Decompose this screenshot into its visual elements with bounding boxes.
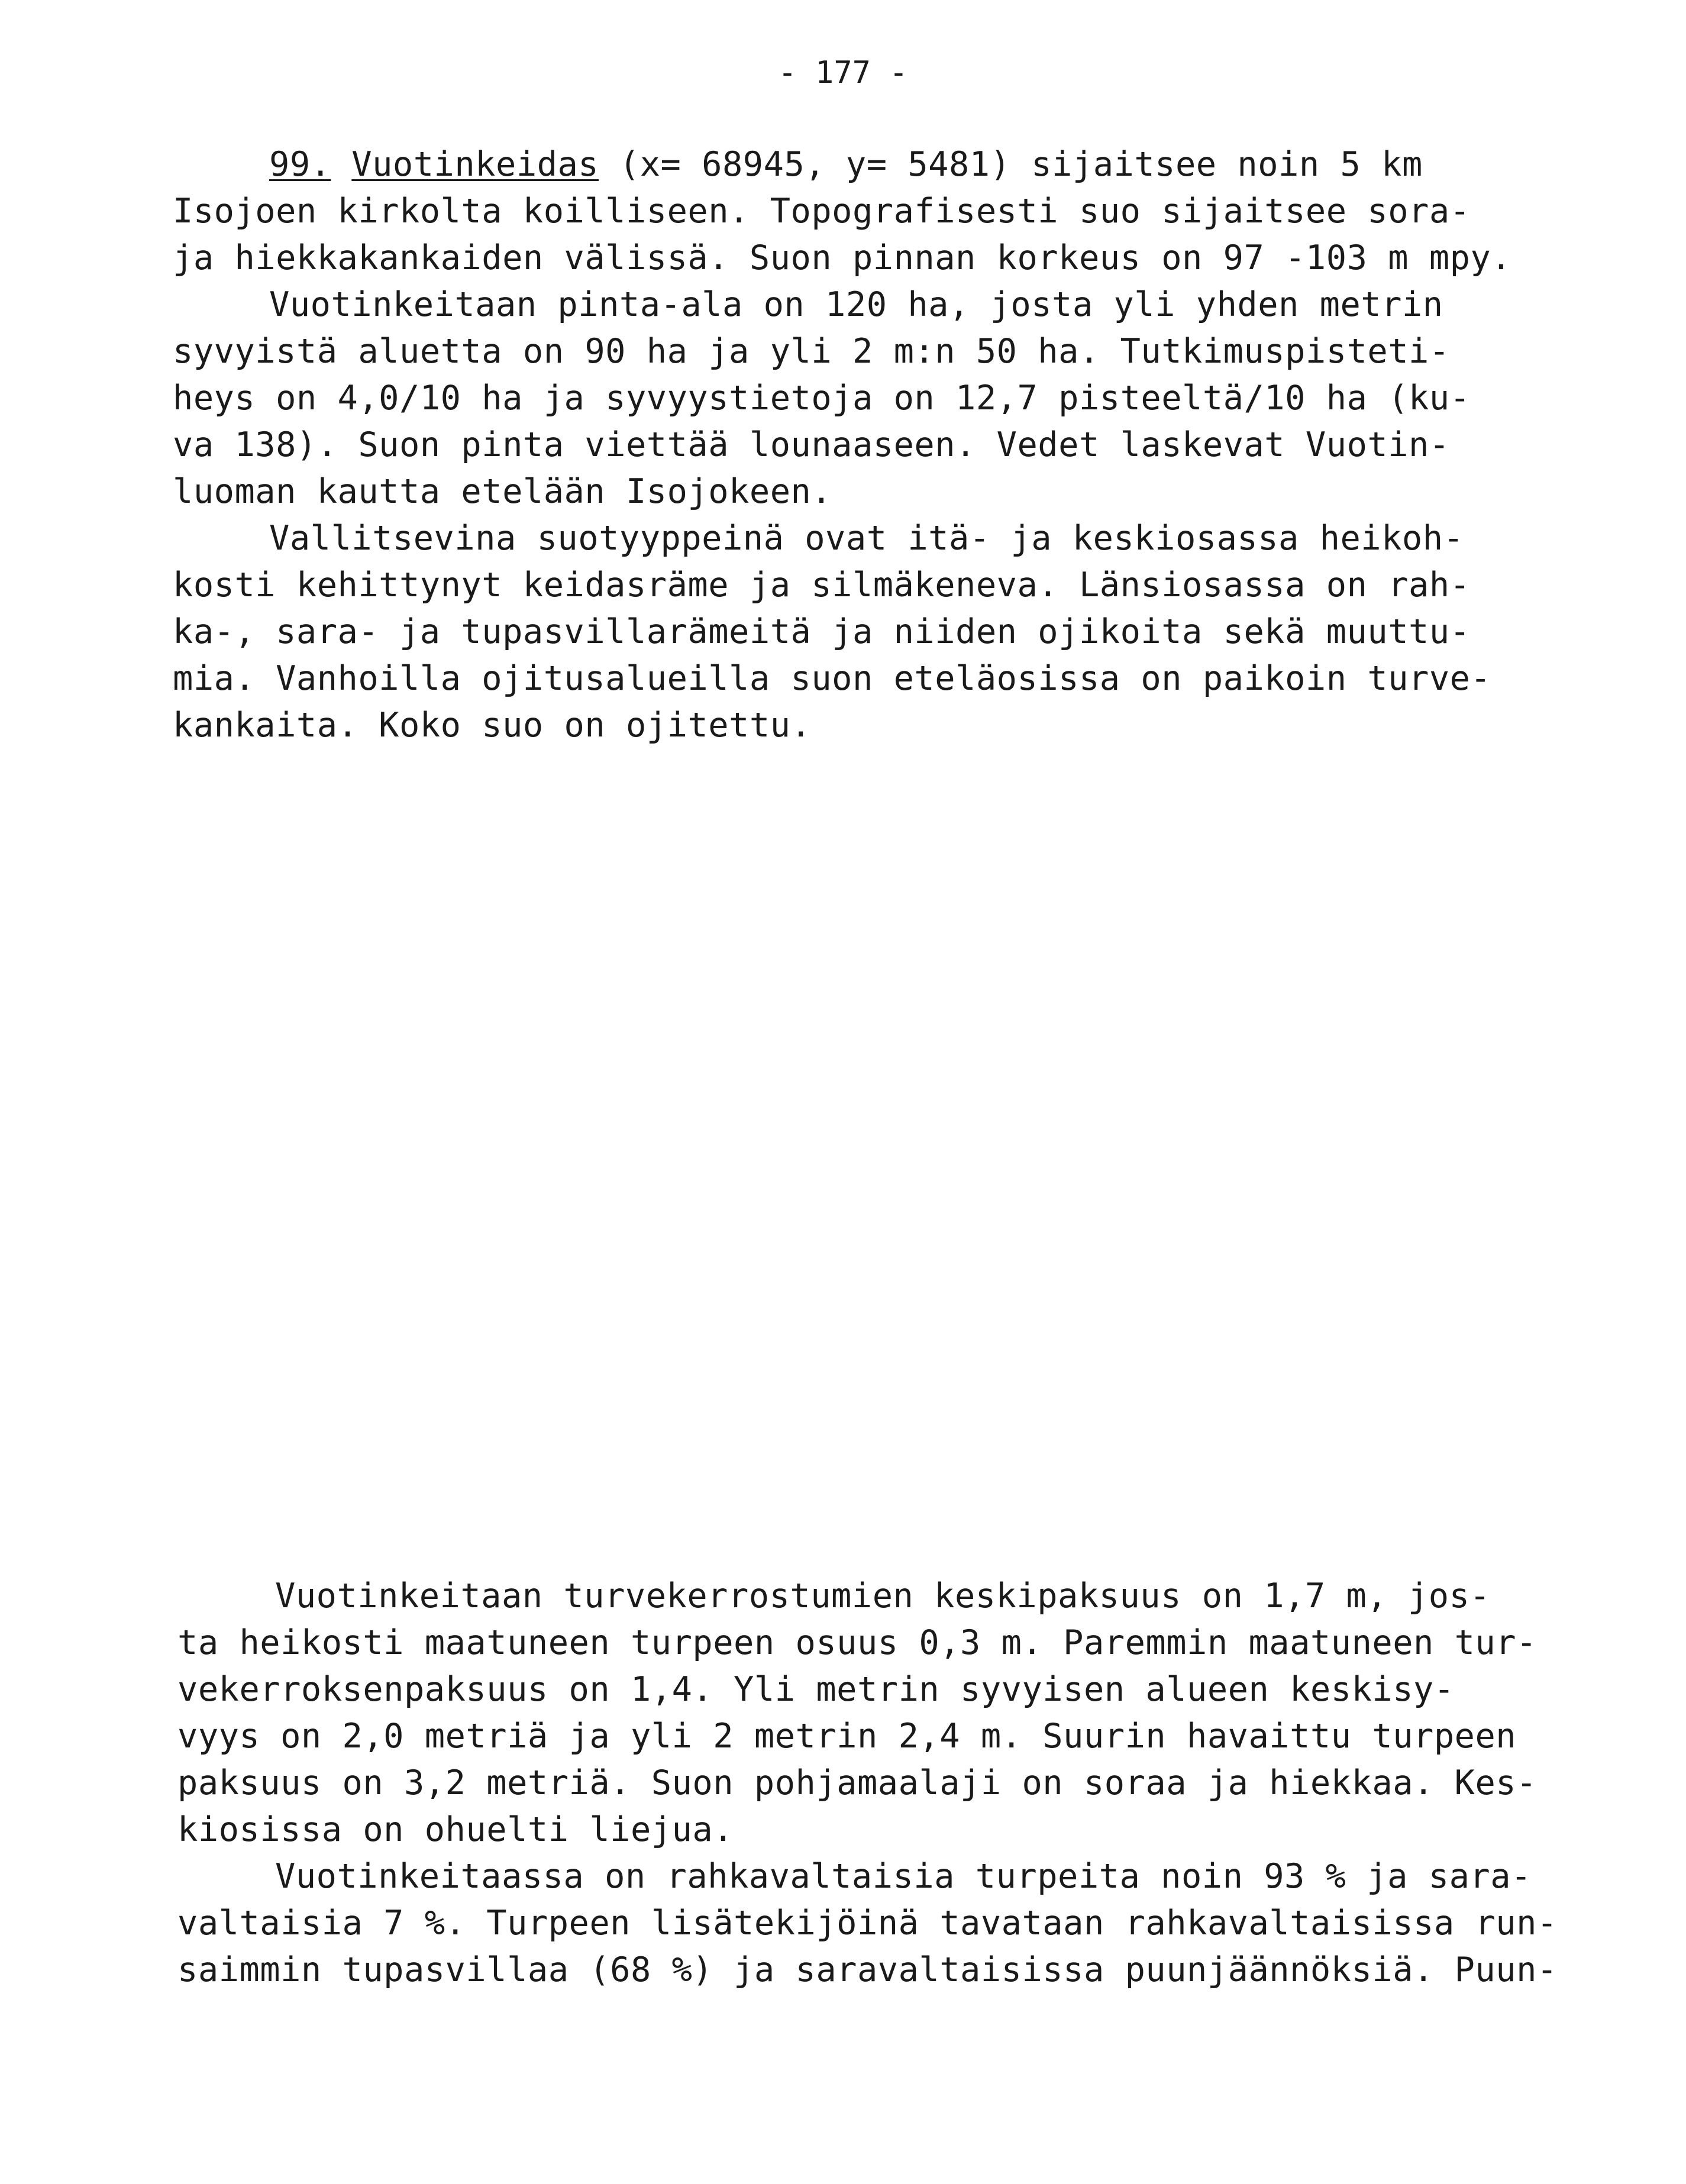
text-line: kiosissa on ohuelti liejua.	[177, 1810, 734, 1849]
text-line: heys on 4,0/10 ha ja syvyystietoja on 12,7 pisteeltä/10 ha (ku-	[173, 379, 1471, 418]
text-line: ka-, sara- ja tupasvillarämeitä ja niiden ojikoita sekä muuttu-	[173, 612, 1471, 651]
text-line: saimmin tupasvillaa (68 %) ja saravaltaisissa puunjäännöksiä. Puun-	[177, 1950, 1558, 1989]
text-line: Isojoen kirkolta koilliseen. Topografisesti suo sijaitsee sora-	[173, 192, 1471, 231]
text-line: valtaisia 7 %. Turpeen lisätekijöinä tavataan rahkavaltaisissa run-	[177, 1904, 1558, 1943]
text-line: ta heikosti maatuneen turpeen osuus 0,3 m. Paremmin maatuneen tur-	[177, 1623, 1537, 1662]
text-line: vyys on 2,0 metriä ja yli 2 metrin 2,4 m. Suurin havaittu turpeen	[177, 1717, 1517, 1756]
section-heading	[269, 145, 1423, 184]
text-line: kankaita. Koko suo on ojitettu.	[173, 706, 812, 745]
text-line: (x= 68945, y= 5481) sijaitsee noin 5 km	[599, 145, 1423, 184]
page-number: - 177 -	[778, 55, 908, 91]
text-line: va 138). Suon pinta viettää lounaaseen. Vedet laskevat Vuotin-	[173, 425, 1450, 464]
text-line: luoman kautta etelään Isojokeen.	[173, 472, 832, 511]
text-line: Vuotinkeitaan turvekerrostumien keskipaksuus on 1,7 m, jos-	[275, 1576, 1491, 1616]
text-line: kosti kehittynyt keidasräme ja silmäkeneva. Länsiosassa on rah-	[173, 566, 1471, 605]
text-line: syvyistä aluetta on 90 ha ja yli 2 m:n 50 ha. Tutkimuspisteti-	[173, 332, 1450, 371]
text-line: Vallitsevina suotyyppeinä ovat itä- ja keskiosassa heikoh-	[269, 519, 1464, 558]
heading-number: 99.	[269, 145, 331, 184]
text-line: Vuotinkeitaan pinta-ala on 120 ha, josta yli yhden metrin	[269, 285, 1443, 324]
text-line: Vuotinkeitaassa on rahkavaltaisia turpeita noin 93 % ja sara-	[275, 1857, 1532, 1896]
text-line: paksuus on 3,2 metriä. Suon pohjamaalaji on soraa ja hiekkaa. Kes-	[177, 1763, 1537, 1802]
text-line: mia. Vanhoilla ojitusalueilla suon eteläosissa on paikoin turve-	[173, 659, 1491, 698]
heading-title: Vuotinkeidas	[351, 145, 599, 184]
text-line: ja hiekkakankaiden välissä. Suon pinnan korkeus on 97 -103 m mpy.	[173, 238, 1512, 277]
text-line: vekerroksenpaksuus on 1,4. Yli metrin syvyisen alueen keskisy-	[177, 1670, 1455, 1709]
